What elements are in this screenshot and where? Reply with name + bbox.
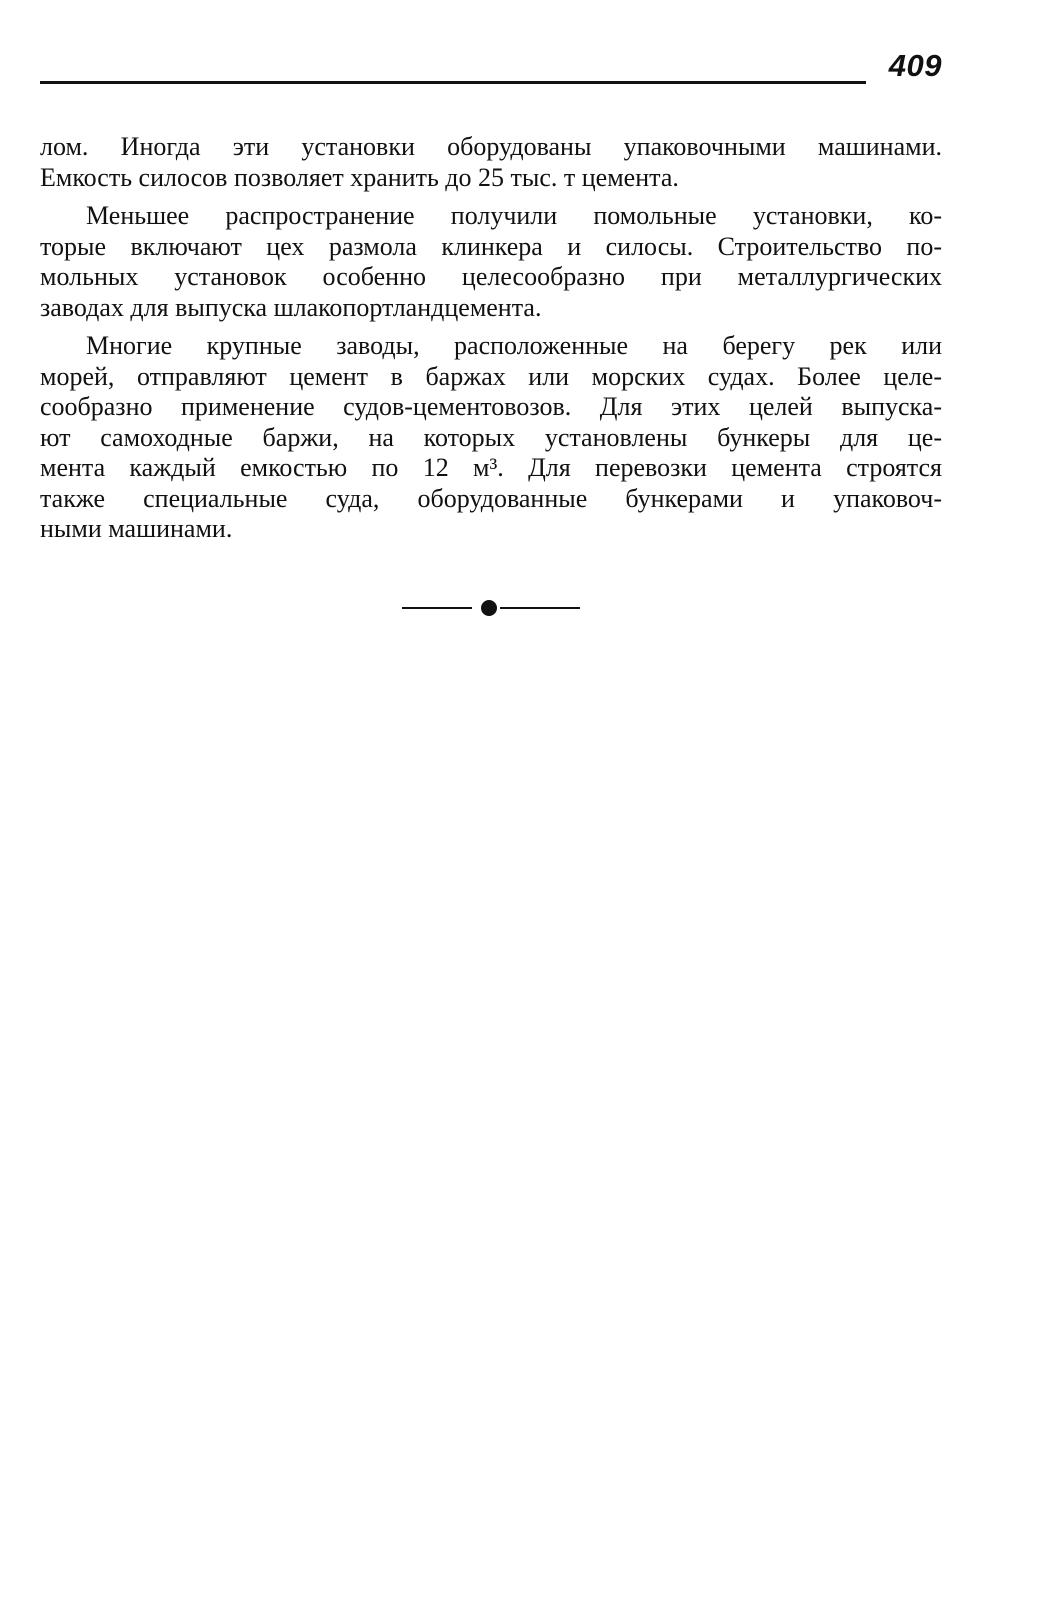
text-line: Емкость силосов позволяет хранить до 25 тыс. т цемента. <box>40 162 679 192</box>
text-line: Многие крупные заводы, расположенные на берегу рек или <box>86 331 942 360</box>
text-line: сообразно применение судов-цементовозов. Для этих целей выпуска- <box>40 392 942 421</box>
text-line: ными машинами. <box>40 514 233 543</box>
paragraph-2 <box>40 201 942 323</box>
text-line: Меньшее распространение получили помольные установки, ко- <box>86 201 942 230</box>
paragraph-3 <box>40 331 942 545</box>
text-line: заводах для выпуска шлакопортландцемента. <box>40 292 542 322</box>
text-line: торые включают цех размола клинкера и силосы. Строительство по- <box>40 231 942 261</box>
text-line: ют самоходные баржи, на которых установлены бункеры для це- <box>40 422 942 452</box>
text-line: мольных установок особенно целесообразно при металлургических <box>40 262 942 291</box>
text-line: лом. Иногда эти установки оборудованы упаковочными машинами. <box>40 132 942 161</box>
header-rule <box>40 81 866 84</box>
body-text <box>40 132 942 545</box>
text-line: морей, отправляют цемент в баржах или морских судах. Более целе- <box>40 361 942 391</box>
paragraph-1 <box>40 132 942 193</box>
text-line: мента каждый емкостью по 12 м³. Для перевозки цемента строятся <box>40 453 942 482</box>
text-line: также специальные суда, оборудованные бункерами и упаковоч- <box>40 483 942 513</box>
page-header <box>40 48 942 88</box>
section-end-ornament <box>402 596 582 620</box>
ornament-dot-icon <box>481 600 497 616</box>
ornament-right-dash <box>500 607 580 609</box>
page-number: 409 <box>888 48 942 83</box>
ornament-left-dash <box>402 607 472 609</box>
